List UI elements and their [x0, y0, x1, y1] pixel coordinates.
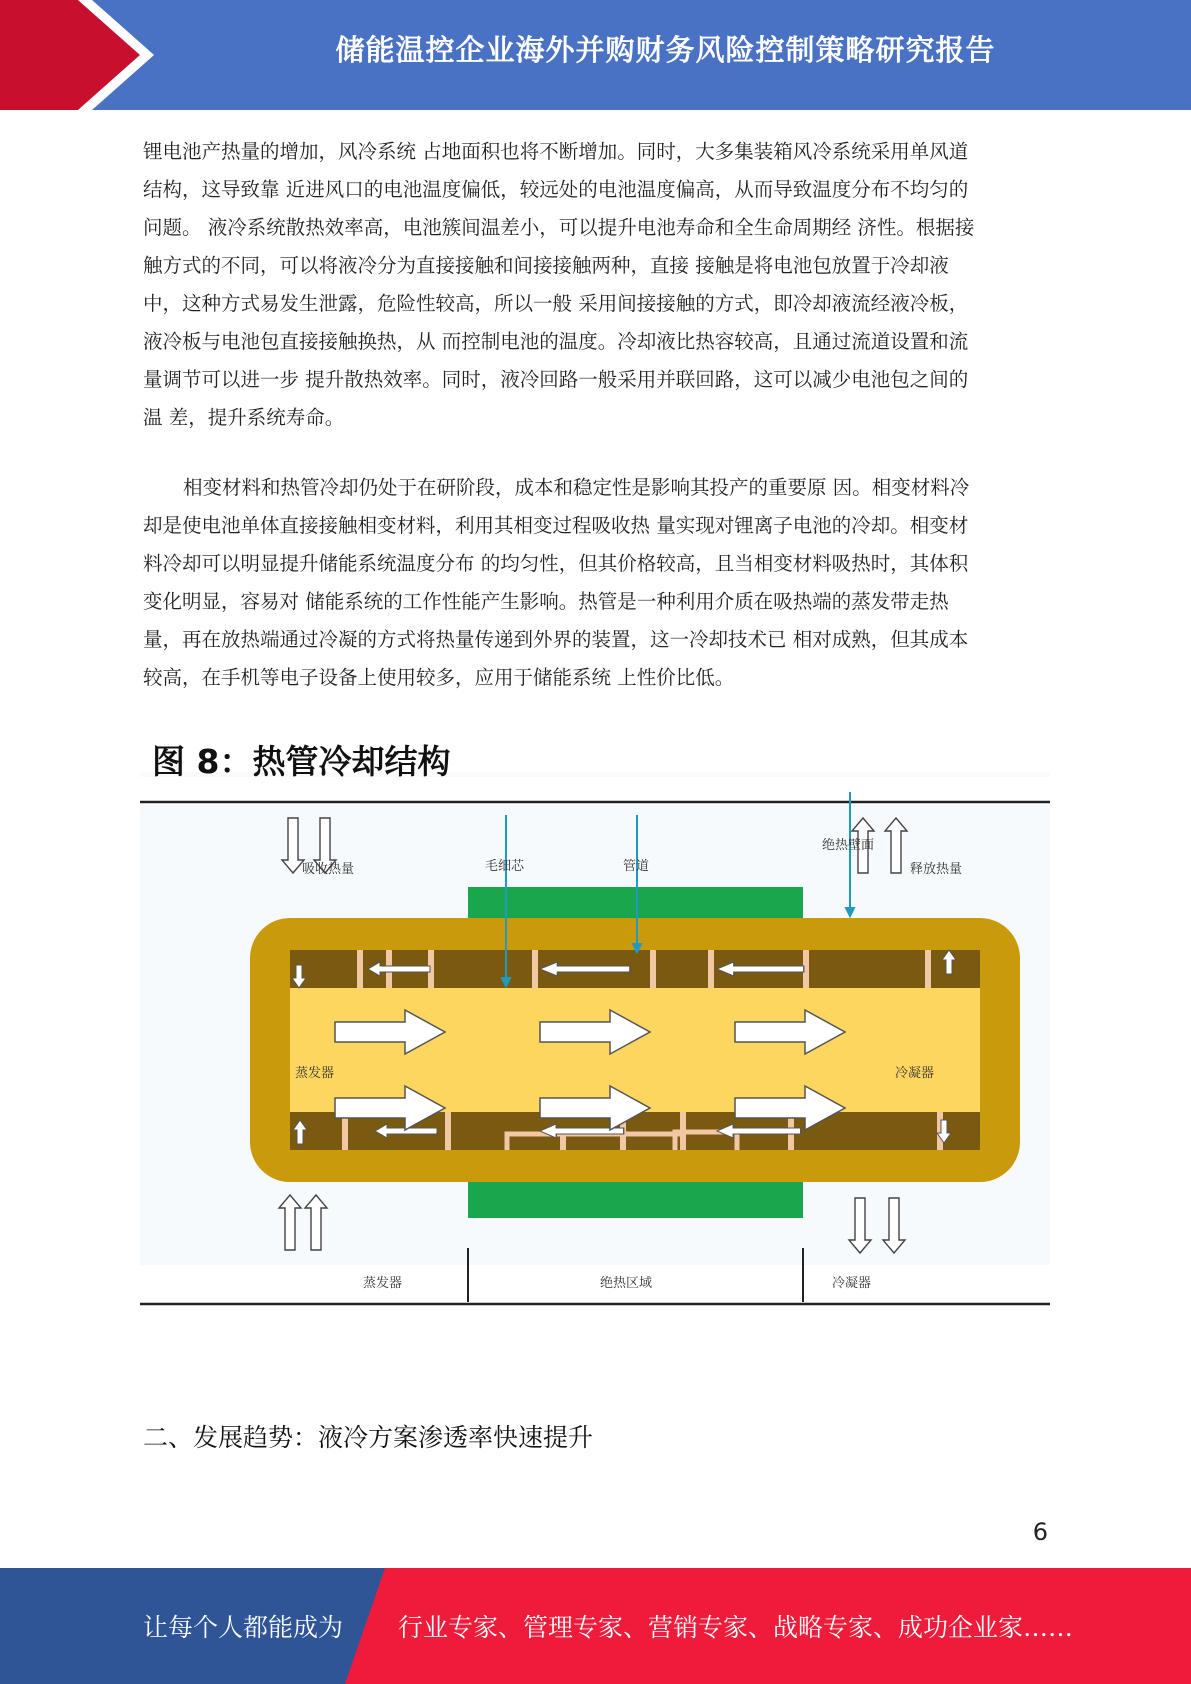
paragraph-line: 却是使电池单体直接接触相变材料，利用其相变过程吸收热 量实现对锂离子电池的冷却。相变材 — [143, 514, 969, 537]
label-condenser-bottom: 冷凝器 — [832, 1276, 872, 1291]
heat-pipe-figure — [140, 720, 1050, 1310]
paragraph-line: 中，这种方式易发生泄露，危险性较高，所以一般 采用间接接触的方式，即冷却液流经液冷板， — [143, 292, 969, 315]
paragraph-line: 相变材料和热管冷却仍处于在研阶段，成本和稳定性是影响其投产的重要原 因。相变材料冷 — [183, 476, 970, 499]
label-evaporator-bottom: 蒸发器 — [363, 1276, 403, 1291]
paragraph-line: 温 差，提升系统寿命。 — [143, 406, 345, 429]
label-evaporator-inner: 蒸发器 — [295, 1066, 335, 1081]
paragraph-line: 问题。 液冷系统散热效率高，电池簇间温差小，可以提升电池寿命和全生命周期经 济性。根据接 — [143, 216, 975, 239]
figure-title: 图 8：热管冷却结构 — [152, 742, 451, 781]
page-header — [0, 0, 1191, 110]
paragraph-line: 液冷板与电池包直接接触换热，从 而控制电池的温度。冷却液比热容较高，且通过流道设置和流 — [143, 330, 969, 353]
label-pipe: 管道 — [623, 859, 650, 874]
label-wick: 毛细芯 — [485, 859, 525, 874]
header-chevron-decoration — [0, 0, 160, 110]
paragraph-line: 量，再在放热端通过冷凝的方式将热量传递到外界的装置，这一冷却技术已 相对成熟，但其成本 — [143, 628, 969, 651]
report-title: 储能温控企业海外并购财务风险控制策略研究报告 — [335, 33, 996, 67]
paragraph-line: 触方式的不同，可以将液冷分为直接接触和间接接触两种，直接 接触是将电池包放置于冷却液 — [143, 254, 949, 277]
paragraph-line: 锂电池产热量的增加，风冷系统 占地面积也将不断增加。同时，大多集装箱风冷系统采用单风道 — [143, 140, 969, 163]
paragraph-line: 料冷却可以明显提升储能系统温度分布 的均匀性，但其价格较高，且当相变材料吸热时，其体积 — [143, 552, 969, 575]
paragraph-line: 量调节可以进一步 提升散热效率。同时，液冷回路一般采用并联回路，这可以减少电池包之间的 — [143, 368, 969, 391]
section-heading: 二、发展趋势：液冷方案渗透率快速提升 — [143, 1423, 594, 1452]
paragraph-line: 结构，这导致靠 近进风口的电池温度偏低，较远处的电池温度偏高，从而导致温度分布不均匀的 — [143, 178, 969, 201]
label-insulated-wall: 绝热壁面 — [822, 838, 875, 853]
body-paragraph-2 — [143, 469, 1048, 697]
label-insulation-zone: 绝热区域 — [600, 1276, 653, 1291]
page-number: 6 — [1032, 1518, 1048, 1546]
paragraph-line: 变化明显，容易对 储能系统的工作性能产生影响。热管是一种利用介质在吸热端的蒸发带走热 — [143, 590, 949, 613]
label-release-heat: 释放热量 — [910, 862, 963, 877]
footer-slogan-left: 让每个人都能成为 — [143, 1613, 344, 1642]
body-paragraph-1 — [143, 133, 1048, 437]
label-absorb-heat: 吸收热量 — [302, 862, 355, 877]
heat-pipe-core — [290, 988, 980, 1112]
heat-pipe-diagram — [140, 720, 1050, 1310]
paragraph-line: 较高，在手机等电子设备上使用较多，应用于储能系统 上性价比低。 — [143, 666, 735, 689]
footer-slogan-right: 行业专家、管理专家、营销专家、战略专家、成功企业家…… — [398, 1613, 1074, 1642]
page-footer — [0, 1568, 1191, 1684]
label-condenser-inner: 冷凝器 — [895, 1066, 935, 1081]
